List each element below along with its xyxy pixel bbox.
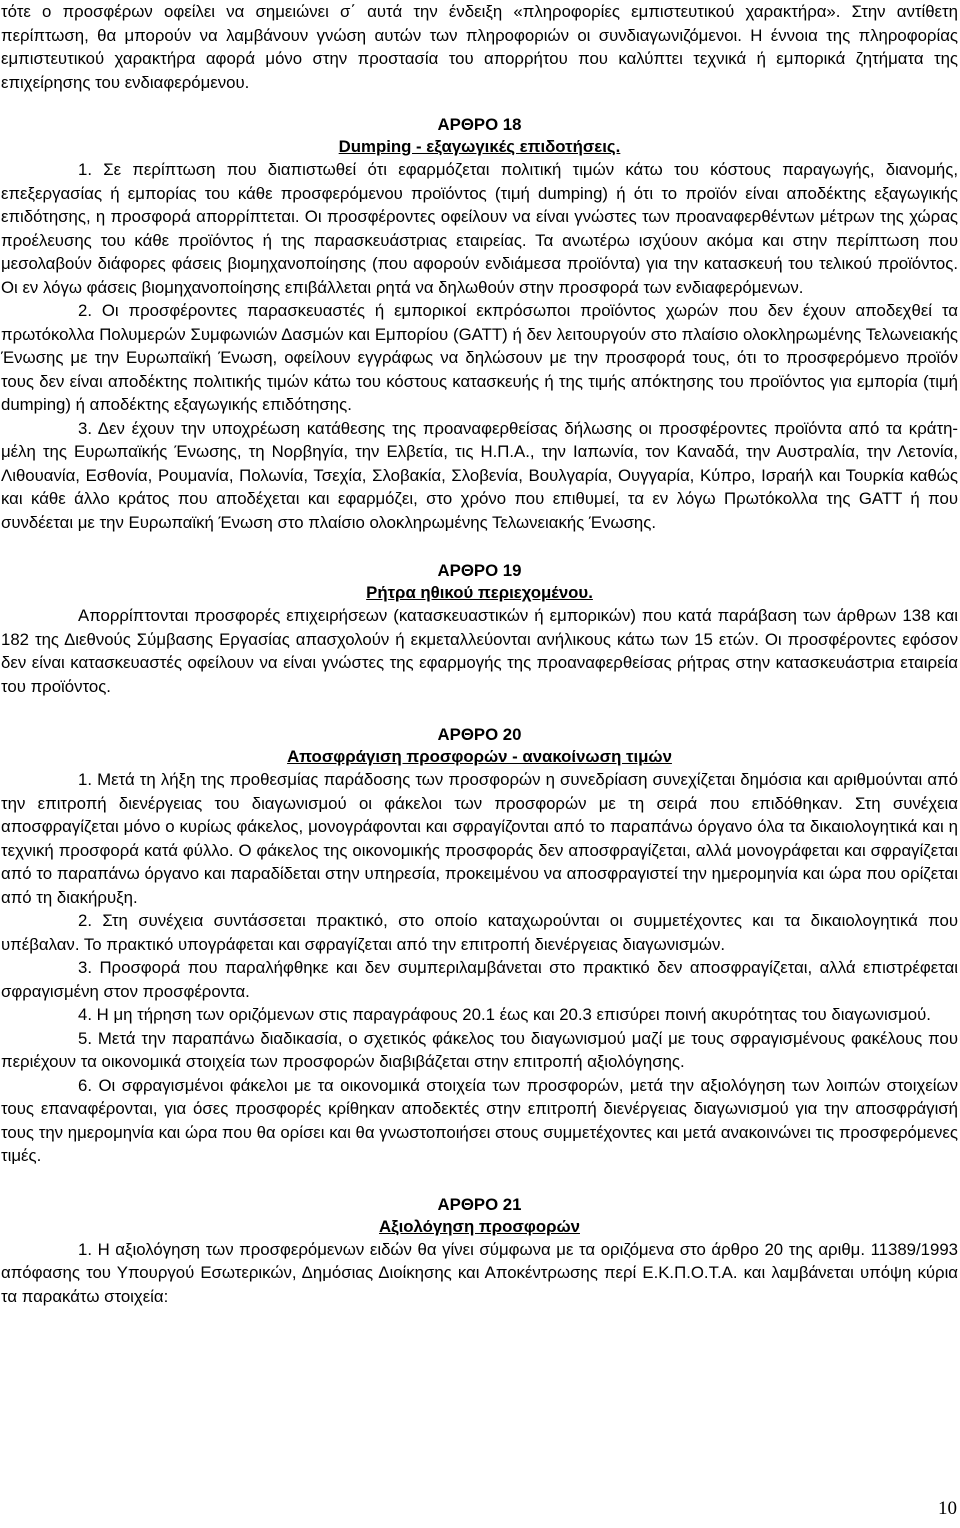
article-19 bbox=[1, 560, 958, 698]
article-20-paragraph-6: 6. Οι σφραγισμένοι φάκελοι με τα οικονομικά στοιχεία των προσφορών, μετά την αξιολόγηση των λοιπών στοιχείων τους επαναφέρονται, για όσες προσφορές κρίθηκαν αποδεκτές στην επιτροπή διενέργειας διαγωνισμού για την αποσφράγισή τους την ημερομηνία και ώρα που θα ορίσει και θα γνωστοποιήσει στους συμμετέχοντες και μετά ανακοινώνει τις προσφερόμενες τιμές. bbox=[1, 1075, 958, 1165]
article-19-number: ΑΡΘΡΟ 19 bbox=[437, 561, 522, 580]
article-20-number: ΑΡΘΡΟ 20 bbox=[437, 725, 522, 744]
article-21-paragraph-1: 1. Η αξιολόγηση των προσφερόμενων ειδών θα γίνει σύμφωνα με τα οριζόμενα στο άρθρο 20 της αριθμ. 11389/1993 απόφασης του Υπουργού Εσωτερικών, Δημόσιας Διοίκησης και Αποκέντρωσης περί Ε.Κ.Π.Ο.Τ.Α. και λαμβάνεται υπόψη κύρια τα παρακάτω στοιχεία: bbox=[1, 1239, 958, 1306]
article-18-paragraph-3: 3. Δεν έχουν την υποχρέωση κατάθεσης της προαναφερθείσας δήλωσης οι προσφέροντες προϊόντα από τα κράτη-μέλη της Ευρωπαϊκής Ένωσης, τη Νορβηγία, την Ελβετία, τις Η.Π.Α., την Ιαπωνία, τον Καναδά, την Αυστραλία, την Λετονία, Λιθουανία, Εσθονία, Ρουμανία, Πολωνία, Τσεχία, Σλοβακία, Σλοβενία, Βουλγαρία, Ουγγαρία, Κύπρο, Ισραήλ και Τουρκία καθώς και κάθε άλλο κράτος που αποδέχεται και εφαρμόζει, στο χρόνο που επιθυμεί, τα εν λόγω Πρωτόκολλα της GATT ή που συνδέεται με την Ευρωπαϊκή Ένωση στο πλαίσιο ολοκληρωμένης Τελωνειακής Ένωσης. bbox=[1, 418, 958, 532]
article-18-paragraph-1: 1. Σε περίπτωση που διαπιστωθεί ότι εφαρμόζεται πολιτική τιμών κάτω του κόστους παραγωγής, διανομής, επεξεργασίας ή εμπορίας του κάθε προσφερόμενου προϊόντος (τιμή dumping) ή ότι το προϊόν είναι αποδέκτης εξαγωγικής επιδότησης, η προσφορά απορρίπτεται. Οι προσφέροντες οφείλουν να είναι γνώστες των προαναφερθέντων μέτρων της χώρας προέλευσης του κάθε προϊόντος ή της παρασκευάστριας εταιρείας. Τα ανωτέρω ισχύουν ακόμα και στην περίπτωση που μεσολαβούν διάφορες φάσεις βιομηχανοποίησης (που αφορούν ενδιάμεσα προϊόντα) για την κατασκευή του τελικού προϊόντος. Οι εν λόγω φάσεις βιομηχανοποίησης επιβάλλεται ρητά να δηλωθούν στην προσφορά των ενδιαφερόμενων. bbox=[1, 160, 958, 297]
article-20-paragraph-5: 5. Μετά την παραπάνω διαδικασία, ο σχετικός φάκελος του διαγωνισμού μαζί με τους σφραγισμένους φακέλους που περιέχουν τα οικονομικά στοιχεία των προσφορών διαβιβάζεται στην επιτροπή αξιολόγησης. bbox=[1, 1028, 958, 1071]
article-18-title: Dumping - εξαγωγικές επιδοτήσεις. bbox=[338, 137, 621, 156]
article-20-paragraph-3: 3. Προσφορά που παραλήφθηκε και δεν συμπεριλαμβάνεται στο πρακτικό δεν αποσφραγίζεται, αλλά επιστρέφεται σφραγισμένη στον προσφέροντα. bbox=[1, 958, 958, 1001]
article-20-paragraph-1: 1. Μετά τη λήξη της προθεσμίας παράδοσης των προσφορών η συνεδρίαση συνεχίζεται δημόσια και αριθμούνται από την επιτροπή διενέργειας του διαγωνισμού οι φάκελοι των προσφορών με τη σειρά που επιδόθηκαν. Στη συνέχεια αποσφραγίζεται μόνο ο κυρίως φάκελος, μονογράφονται και σφραγίζονται από το παραπάνω όργανο όλα τα δικαιολογητικά και η τεχνική προσφορά κατά φύλλο. Ο φάκελος της οικονομικής προσφοράς δεν αποσφραγίζεται, αλλά μονογράφεται και σφραγίζεται από το παραπάνω όργανο και παραδίδεται στην υπηρεσία, προκειμένου να αποσφραγιστεί την ημερομηνία και ώρα που ορίζεται από τη διακήρυξη. bbox=[1, 770, 958, 907]
article-19-paragraph-1: Απορρίπτονται προσφορές επιχειρήσεων (κατασκευαστικών ή εμπορικών) που κατά παράβαση των άρθρων 138 και 182 της Διεθνούς Σύμβασης Εργασίας απασχολούν ή εκμεταλλεύονται ανήλικους κάτω των 15 ετών. Οι προσφέροντες εφόσον δεν είναι κατασκευαστές οφείλουν να είναι γνώστες της εφαρμογής της προαναφερθείσας ρήτρας στην κατασκευάστρια εταιρεία του προϊόντος. bbox=[1, 606, 958, 696]
article-19-title: Ρήτρα ηθικού περιεχομένου. bbox=[366, 583, 593, 602]
article-20-paragraph-2: 2. Στη συνέχεια συντάσσεται πρακτικό, στο οποίο καταχωρούνται οι συμμετέχοντες και τα δικαιολογητικά που υπέβαλαν. Το πρακτικό υπογράφεται και σφραγίζεται από την επιτροπή διενέργειας διαγωνισμών. bbox=[1, 911, 958, 954]
article-21-title: Αξιολόγηση προσφορών bbox=[379, 1216, 580, 1236]
article-18 bbox=[1, 114, 958, 534]
article-21 bbox=[1, 1194, 958, 1309]
article-21-number: ΑΡΘΡΟ 21 bbox=[437, 1194, 522, 1214]
article-20-paragraph-4: 4. Η μη τήρηση των οριζόμενων στις παραγράφους 20.1 έως και 20.3 επισύρει ποινή ακυρότητας του διαγωνισμού. bbox=[78, 1005, 931, 1024]
intro-paragraph: τότε ο προσφέρων οφείλει να σημειώνει σ΄ αυτά την ένδειξη «πληροφορίες εμπιστευτικού χαρακτήρα». Στην αντίθετη περίπτωση, θα μπορούν να λαμβάνουν γνώση αυτών των πληροφοριών οι συνδιαγωνιζόμενοι. Η έννοια της πληροφορίας εμπιστευτικού χαρακτήρα αφορά μόνο στην προστασία του απορρήτου που καλύπτει τεχνικά ή εμπορικά ζητήματα της επιχείρησης του ενδιαφερόμενου. bbox=[1, 2, 958, 92]
article-18-number: ΑΡΘΡΟ 18 bbox=[437, 115, 522, 134]
page-number: 10 bbox=[938, 1498, 957, 1519]
article-18-paragraph-2: 2. Οι προσφέροντες παρασκευαστές ή εμπορικοί εκπρόσωποι προϊόντος χωρών που δεν έχουν αποδεχθεί τα πρωτόκολλα Πολυμερών Συμφωνιών Δασμών και Εμπορίου (GATT) ή δεν λειτουργούν στο πλαίσιο ολοκληρωμένης Τελωνειακής Ένωσης με την Ευρωπαϊκή Ένωση, οφείλουν εγγράφως να δηλώσουν με την προσφορά τους, ότι το προσφερόμενο προϊόν τους δεν είναι αποδέκτης πολιτικής τιμών κάτω του κόστους κατασκευής ή της τιμής απόκτησης του προϊόντος για εμπορία (τιμή dumping) ή αποδέκτης εξαγωγικής επιδότησης. bbox=[1, 301, 958, 414]
article-20-title: Αποσφράγιση προσφορών - ανακοίνωση τιμών bbox=[287, 747, 672, 766]
article-20 bbox=[1, 724, 958, 1168]
